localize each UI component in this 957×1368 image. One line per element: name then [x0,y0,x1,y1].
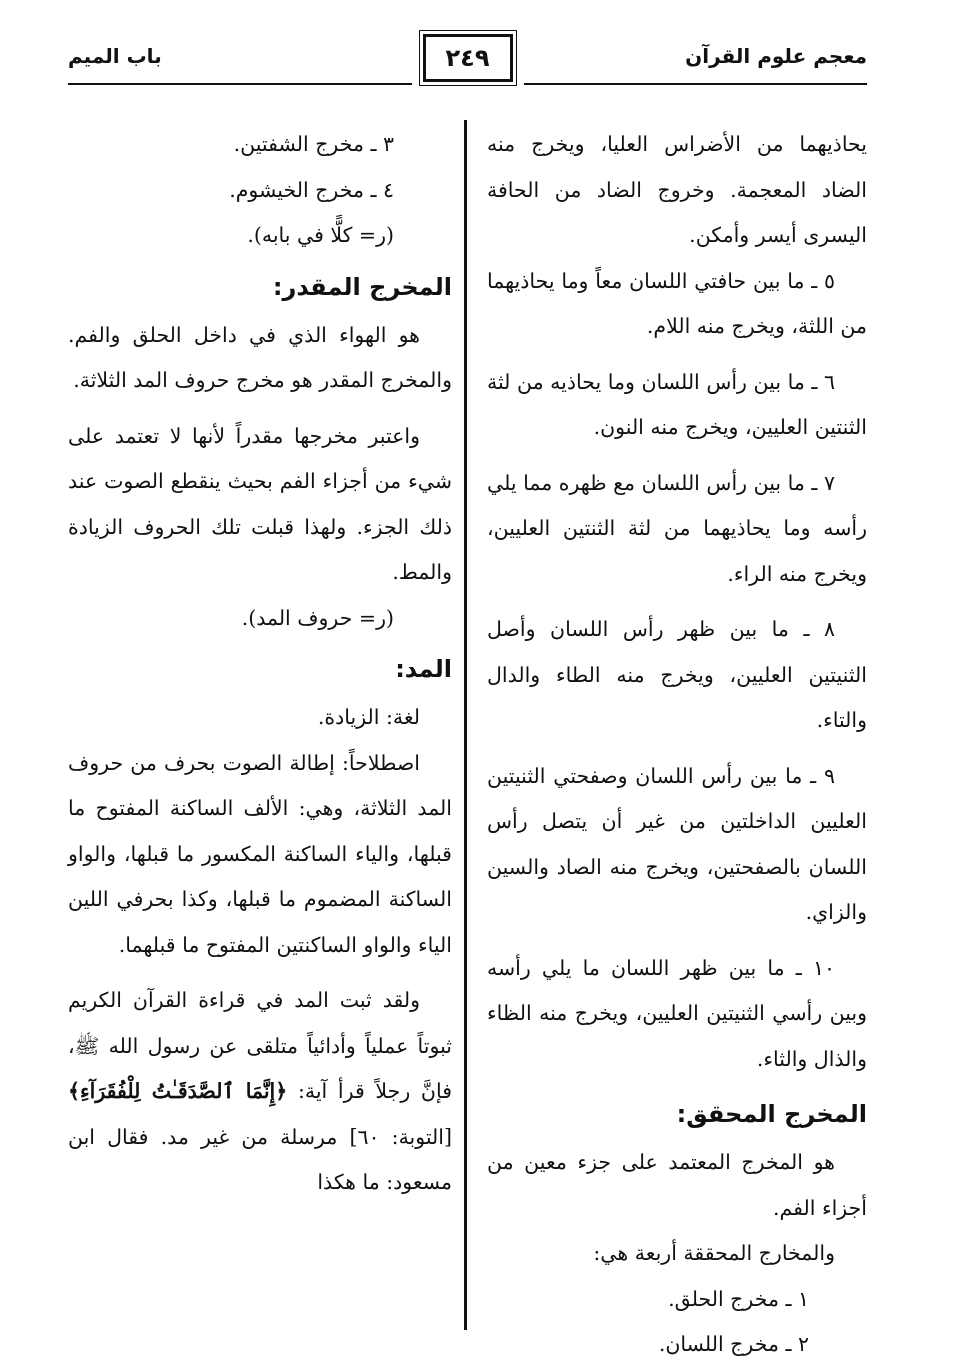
header-rule-left [68,83,412,85]
text-run: [التوبة: ٦٠] مرسلة من غير مد. فقال ابن مسعود: ما هكذا [68,1124,452,1194]
paragraph: ٩ ـ ما بين رأس اللسان وصفحتي الثنيتين العليين الداخلتين من غير أن يتصل رأس اللسان بالصفحتين، ويخرج منه الصاد والسين والزاي. [487,763,867,924]
section-heading: المخرج المقدر: [272,272,452,301]
paragraph: والمخارج المحققة أربعة هي: [593,1241,835,1265]
list-item: ٢ ـ مخرج اللسان. [658,1332,809,1356]
quran-verse: ﴿إِنَّمَا ٱلصَّدَقَـٰتُ لِلْفُقَرَآءِ﴾ [68,1079,288,1103]
paragraph: هو الهواء الذي في داخل الحلق والفم. والمخرج المقدر هو مخرج حروف المد الثلاثة. [68,322,452,392]
right-column [487,122,867,1368]
left-column [68,122,452,1206]
list-item: ١ ـ مخرج الحلق. [668,1286,809,1311]
paragraph: ٧ ـ ما بين رأس اللسان مع ظهره مما يلي رأسه وما يحاذيهما من لثة الثنتين العليين، ويخرج منه الراء. [487,470,867,586]
paragraph: هو المخرج المعتمد على جزء معين من أجزاء الفم. [487,1150,867,1220]
paragraph [68,978,452,1206]
chapter-title: باب الميم [68,44,162,68]
list-item: ٤ ـ مخرج الخيشوم. [229,177,394,202]
page-header [68,34,867,86]
list [487,1277,867,1368]
list [68,122,452,259]
list [68,596,452,642]
paragraph: يحاذيهما من الأضراس العليا، ويخرج منه الضاد المعجمة. وخروج الضاد من الحافة اليسرى أيسر وأمكن. [487,132,867,247]
cross-reference: (ر= حروف المد). [241,605,394,630]
section-heading: المد: [395,655,452,683]
paragraph: ٨ ـ ما بين ظهر رأس اللسان وأصل الثنيتين العليين، ويخرج منه الطاء والدال والتاء. [487,617,867,732]
paragraph: واعتبر مخرجها مقدراً لأنها لا تعتمد على شيء من أجزاء الفم بحيث ينقطع الصوت عند ذلك الجزء. ولهذا قبلت تلك الحروف الزيادة والمط. [68,423,452,584]
column-divider [464,120,467,1330]
page-number: ٢٤٩ [423,34,513,82]
section-heading: المخرج المحقق: [676,1100,867,1128]
cross-reference: (ر= كلًّا في بابه). [247,223,394,247]
paragraph: ١٠ ـ ما بين ظهر اللسان ما يلي رأسه وبين رأسي الثنيتين العليين، ويخرج منه الظاء والذال والثاء. [487,955,867,1071]
list-item: ٣ ـ مخرج الشفتين. [233,132,394,156]
paragraph: ٦ ـ ما بين رأس اللسان وما يحاذيه من لثة الثنتين العليين، ويخرج منه النون. [487,369,867,439]
paragraph: لغة: الزيادة. [317,705,420,729]
text-run: ولقد ثبت المد في قراءة القرآن الكريم ثبوتاً عملياً وأدائياً متلقى عن رسول الله ﷺ، فإنَّ رجلاً قرأ آية: [68,988,453,1103]
paragraph: ٥ ـ ما بين حافتي اللسان معاً وما يحاذيهما من اللثة، ويخرج منه اللام. [487,268,867,338]
book-title: معجم علوم القرآن [685,44,867,68]
paragraph: اصطلاحاً: إطالة الصوت بحرف من حروف المد الثلاثة، وهي: الألف الساكنة المفتوح ما قبلها، والياء الساكنة المكسور ما قبلها، والواو الساكنة المضموم ما قبلها، وكذا بحرفي اللين الياء والواو الساكنتين المفتوح ما قبلهما. [68,750,452,957]
header-rule-right [524,83,868,85]
